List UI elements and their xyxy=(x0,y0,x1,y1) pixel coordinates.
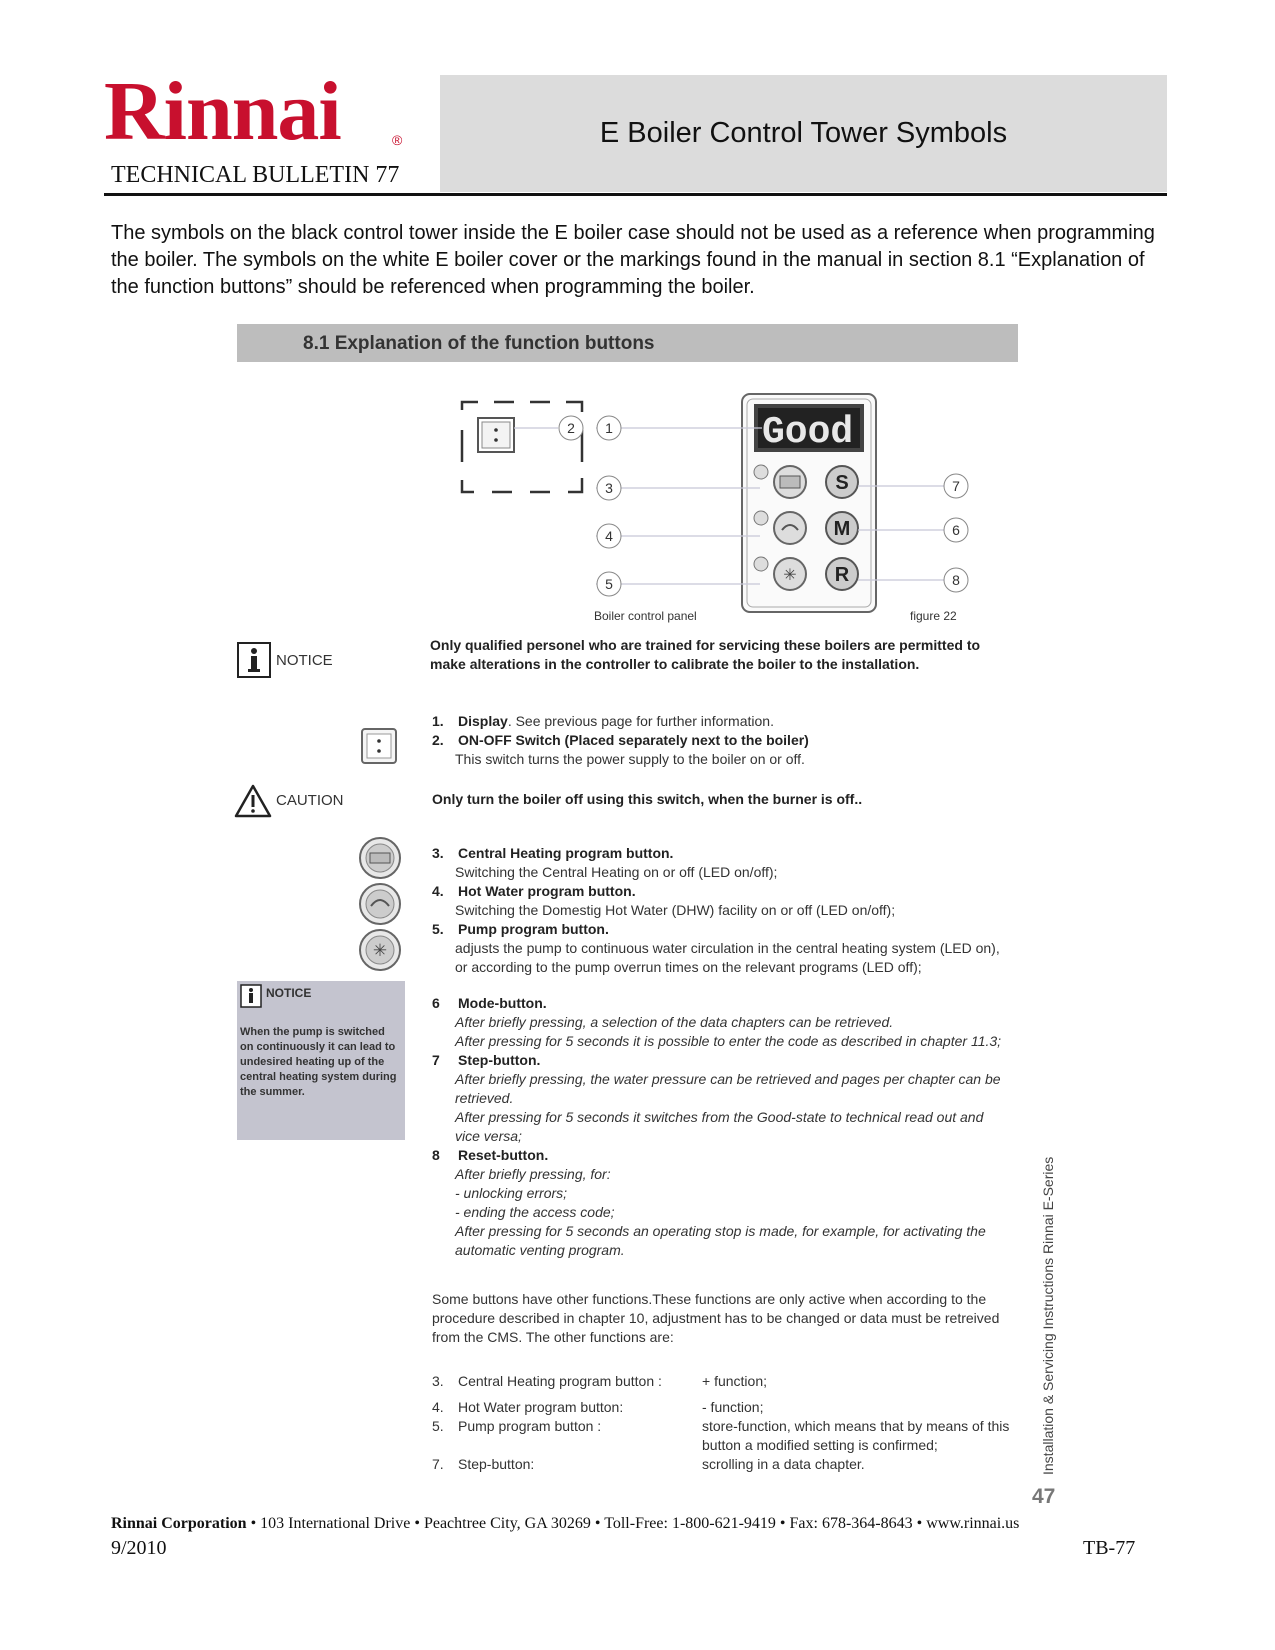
switch-icon xyxy=(478,418,514,452)
central-heating-button xyxy=(774,466,806,498)
notice-label: NOTICE xyxy=(276,652,333,669)
caution-label: CAUTION xyxy=(276,792,344,809)
callout-5 xyxy=(597,572,621,596)
bulletin-label: TECHNICAL BULLETIN 77 xyxy=(111,162,400,188)
svg-text:7: 7 xyxy=(952,478,960,494)
side-info-icon xyxy=(240,984,262,1008)
figure-caption-right: figure 22 xyxy=(910,609,957,623)
notice-text: Only qualified personel who are trained for servicing these boilers are permitted to make alterations in the controller to calibrate the boiler to the installation. xyxy=(430,637,981,672)
item-reset-line: After pressing for 5 seconds an operating stop is made, for example, for activating the automatic venting program. xyxy=(455,1223,986,1258)
footer-address: Rinnai Corporation • 103 International Drive • Peachtree City, GA 30269 • Toll-Free: 1-800-621-9419 • Fax: 678-364-8643 • www.rinnai.us xyxy=(111,1515,1020,1532)
side-notice-label: NOTICE xyxy=(266,986,312,1000)
other-functions-intro: Some buttons have other functions.These functions are only active when according to the procedure described in chapter 10, adjustment has to be changed or data must be retreived from the CMS. The other functions are: xyxy=(432,1291,1000,1345)
item-reset-line: - ending the access code; xyxy=(455,1204,615,1220)
section-title: 8.1 Explanation of the function buttons xyxy=(303,333,655,354)
item-mode: 6 Mode-button. xyxy=(432,995,547,1011)
item-mode-line: After pressing for 5 seconds it is possible to enter the code as described in chapter 11.3; xyxy=(455,1033,1002,1049)
pump-button xyxy=(774,558,806,590)
callout-6 xyxy=(944,518,968,542)
control-panel xyxy=(742,394,876,612)
callout-2 xyxy=(559,416,583,440)
item-on-off-desc: This switch turns the power supply to the boiler on or off. xyxy=(455,751,805,767)
program-buttons-icons xyxy=(358,836,402,972)
callout-1 xyxy=(597,416,621,440)
item-on-off-switch: 2. ON-OFF Switch (Placed separately next to the boiler) xyxy=(432,732,809,748)
step-button xyxy=(826,466,858,498)
other-function-row: 4. Hot Water program button: - function; xyxy=(432,1399,764,1415)
callout-4 xyxy=(597,524,621,548)
svg-text:5: 5 xyxy=(605,576,613,592)
item-reset-line: After briefly pressing, for: xyxy=(455,1166,611,1182)
figure-caption-left: Boiler control panel xyxy=(594,609,697,623)
reset-button xyxy=(826,558,858,590)
footer-code: TB-77 xyxy=(1083,1537,1136,1559)
other-function-row: 7. Step-button: scrolling in a data chapter. xyxy=(432,1456,865,1472)
central-heating-icon xyxy=(360,838,400,878)
svg-text:✳: ✳ xyxy=(783,567,797,584)
item-pump: 5. Pump program button. xyxy=(432,921,609,937)
item-reset-line: - unlocking errors; xyxy=(455,1185,568,1201)
on-off-switch-icon xyxy=(361,728,397,764)
callout-8 xyxy=(944,568,968,592)
svg-text:M: M xyxy=(833,518,851,540)
callout-7 xyxy=(944,474,968,498)
item-reset: 8 Reset-button. xyxy=(432,1147,549,1163)
registered-mark: ® xyxy=(392,132,403,148)
item-step: 7 Step-button. xyxy=(432,1052,541,1068)
info-icon xyxy=(237,642,271,678)
display-text: Good xyxy=(762,411,854,454)
side-notice-text: When the pump is switched on continuously it can lead to undesired heating up of the central heating system during the summer. xyxy=(240,1026,397,1098)
item-mode-line: After briefly pressing, a selection of the data chapters can be retrieved. xyxy=(455,1014,894,1030)
hot-water-icon xyxy=(360,884,400,924)
caution-icon xyxy=(234,784,272,818)
item-central-heating: 3. Central Heating program button. xyxy=(432,845,674,861)
dashed-switch-box xyxy=(462,402,582,492)
leader-lines xyxy=(514,428,944,584)
svg-text:R: R xyxy=(834,564,850,586)
footer-date: 9/2010 xyxy=(111,1537,167,1559)
item-hot-water: 4. Hot Water program button. xyxy=(432,883,636,899)
svg-text:2: 2 xyxy=(567,420,575,436)
item-step-line: After briefly pressing, the water pressure can be retrieved and pages per chapter can be retrieved. xyxy=(455,1071,1001,1106)
item-hot-water-desc: Switching the Domestig Hot Water (DHW) facility on or off (LED on/off); xyxy=(455,902,896,918)
caution-text: Only turn the boiler off using this switch, when the burner is off.. xyxy=(432,791,863,807)
svg-text:✳: ✳ xyxy=(372,941,388,960)
svg-text:3: 3 xyxy=(605,480,613,496)
item-display: 1. Display. See previous page for further information. xyxy=(432,713,774,729)
item-pump-desc: adjusts the pump to continuous water circulation in the central heating system (LED on), or according to the pump overrun times on the relevant programs (LED off); xyxy=(455,940,1000,975)
hot-water-button xyxy=(774,512,806,544)
rinnai-logo: Rinnai xyxy=(104,65,341,158)
control-panel-figure xyxy=(440,380,1000,625)
callout-3 xyxy=(597,476,621,500)
intro-paragraph: The symbols on the black control tower inside the E boiler case should not be used as a reference when programming the boiler. The symbols on the white E boiler cover or the markings found in the manual in section 8.1 “Explanation of the function buttons” should be referenced when programming the boiler. xyxy=(111,222,1155,298)
svg-text:1: 1 xyxy=(605,420,613,436)
header-rule xyxy=(104,193,1167,196)
item-central-heating-desc: Switching the Central Heating on or off (LED on/off); xyxy=(455,864,778,880)
manual-page-number: 47 xyxy=(1032,1485,1056,1508)
side-series-label: Installation & Servicing Instructions Rinnai E-Series xyxy=(1040,1156,1056,1475)
svg-text:6: 6 xyxy=(952,522,960,538)
other-function-row: 3. Central Heating program button : + function; xyxy=(432,1373,767,1389)
svg-text:8: 8 xyxy=(952,572,960,588)
other-function-row: 5. Pump program button : store-function, which means that by means of this button a modified setting is confirmed; xyxy=(432,1418,1010,1453)
item-step-line: After pressing for 5 seconds it switches from the Good-state to technical read out and vice versa; xyxy=(455,1109,984,1144)
page-title: E Boiler Control Tower Symbols xyxy=(599,117,1008,149)
mode-button xyxy=(826,512,858,544)
svg-text:S: S xyxy=(835,472,849,494)
pump-icon xyxy=(360,930,400,970)
svg-text:4: 4 xyxy=(605,528,613,544)
